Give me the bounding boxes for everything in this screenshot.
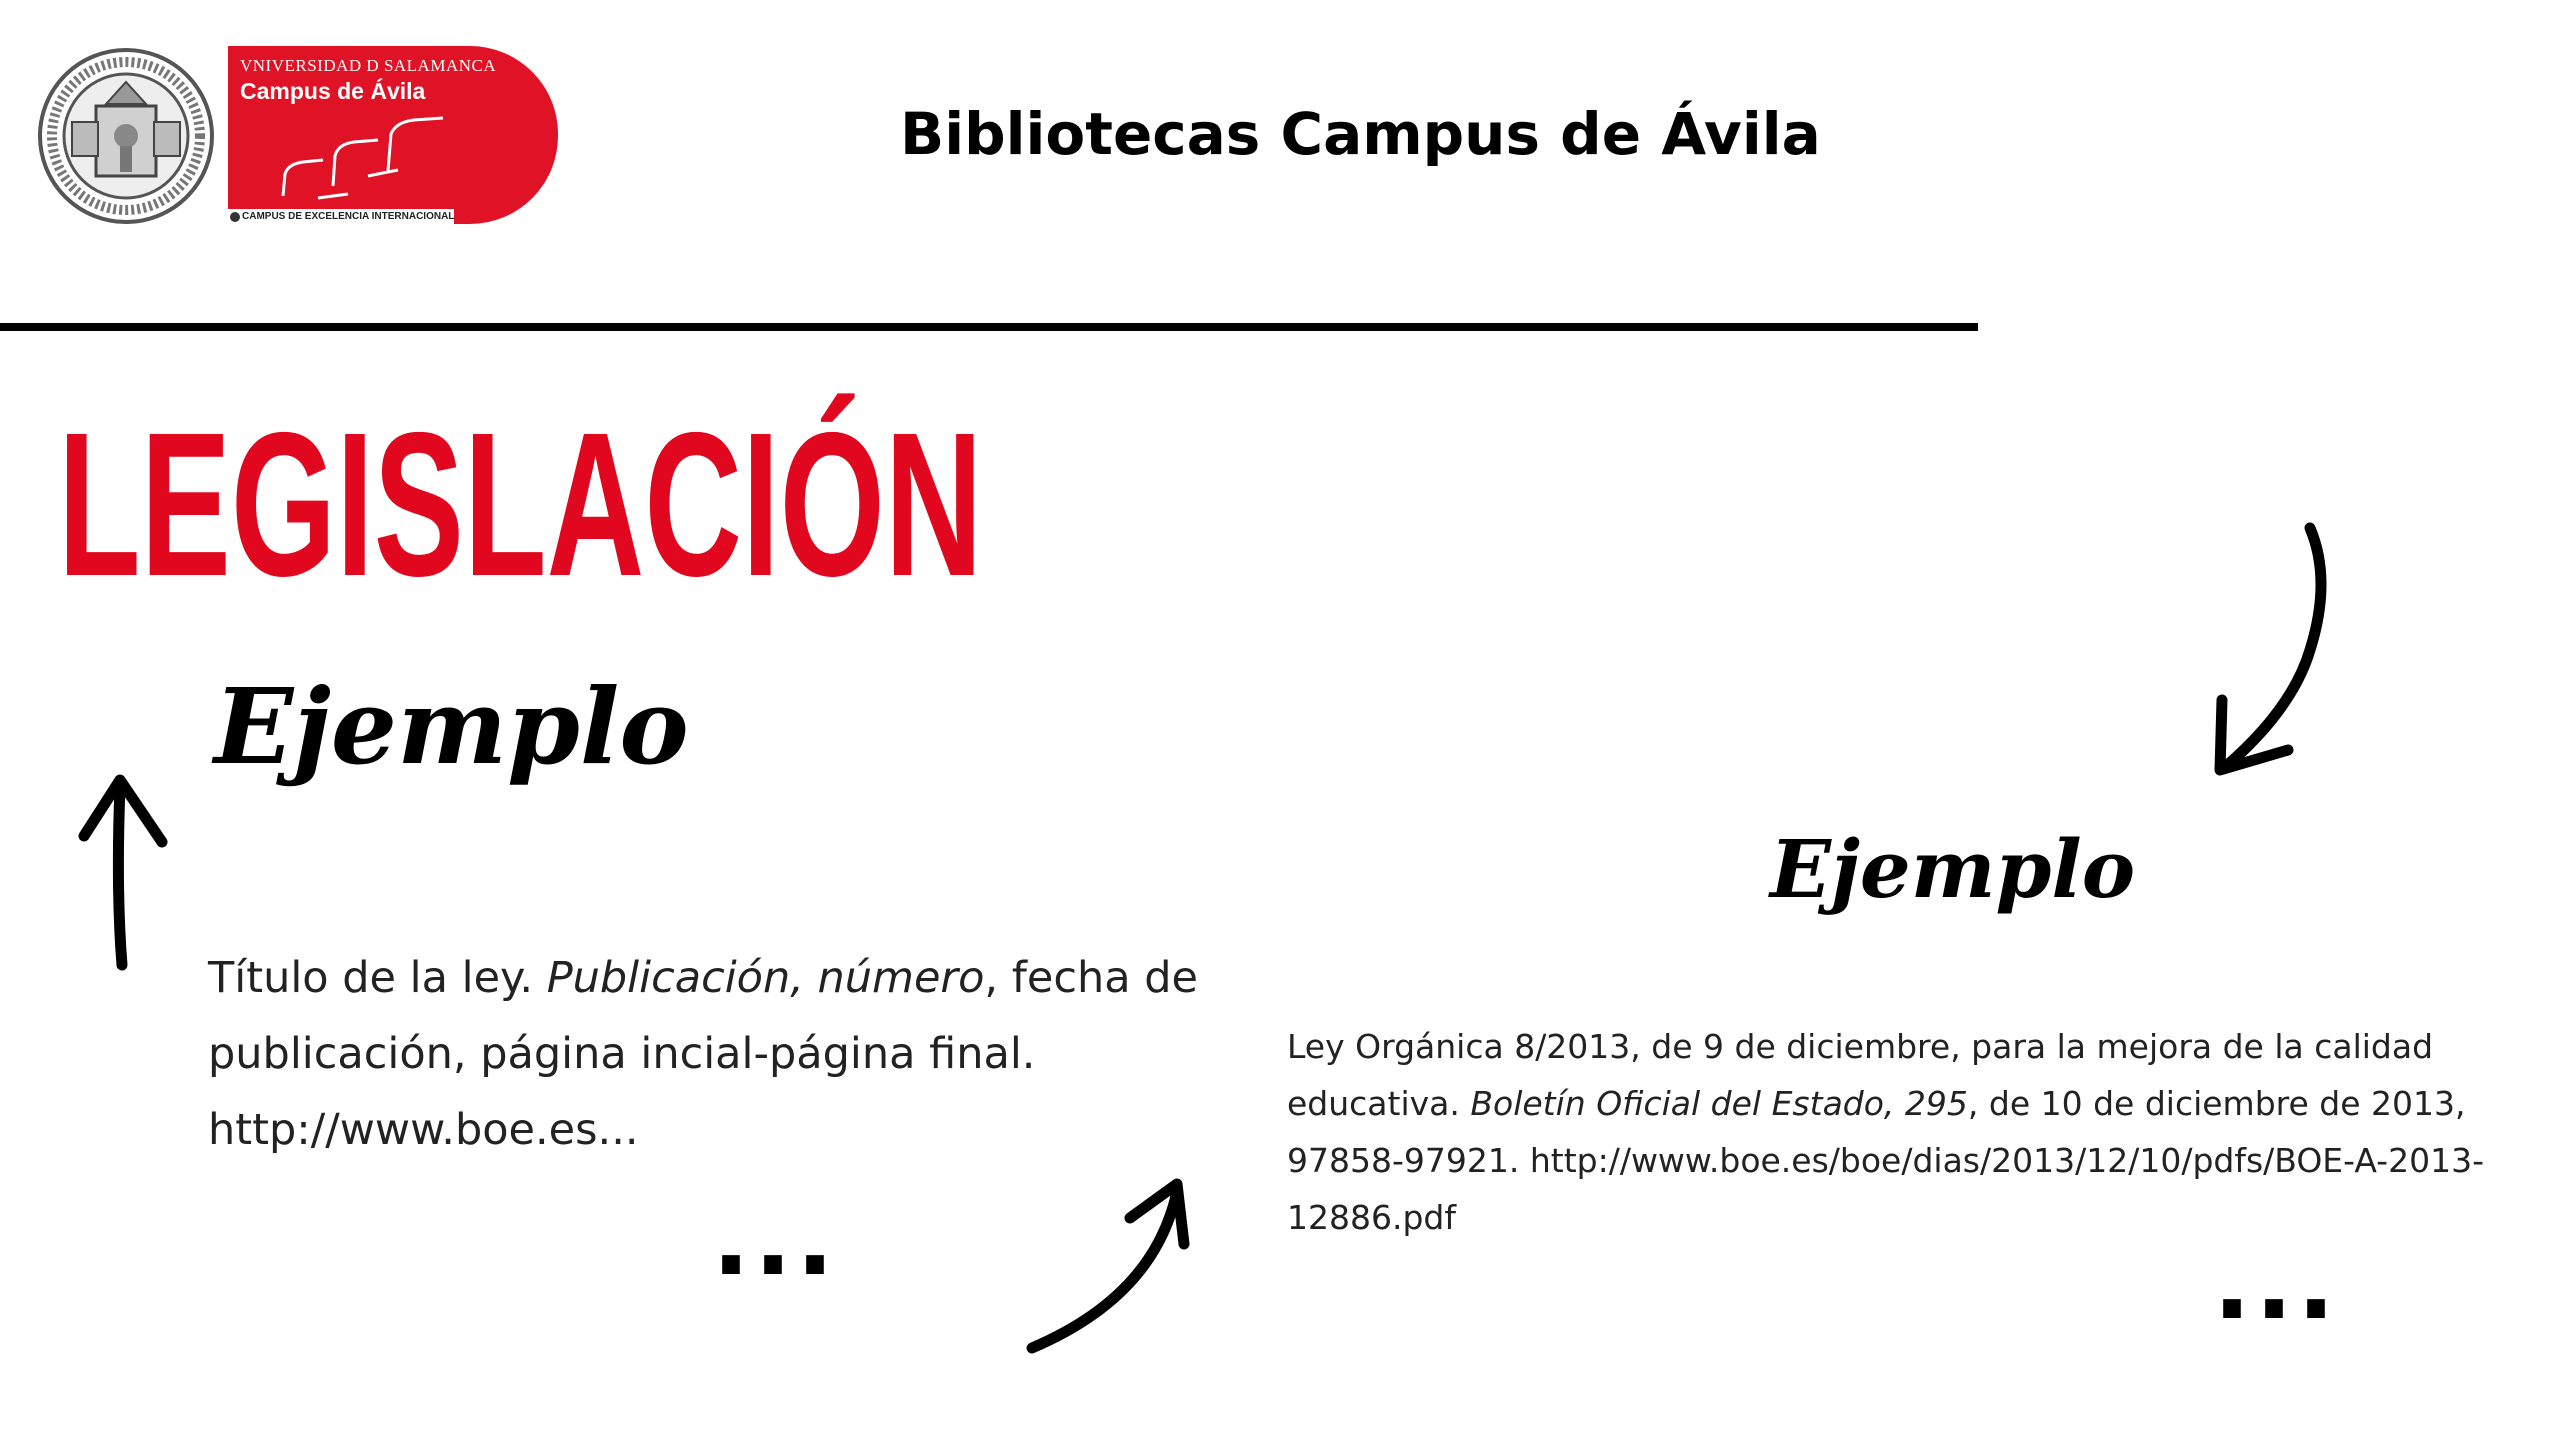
template-part2: Publicación, número: [546, 953, 985, 1003]
arrow-curve-up-icon: [1020, 1170, 1200, 1370]
section-heading: LEGISLACIÓN: [58, 390, 983, 619]
page-title: Bibliotecas Campus de Ávila: [900, 100, 1821, 168]
template-label: Ejemplo: [214, 665, 689, 788]
university-seal-icon: [36, 46, 216, 226]
logo-tagline: CAMPUS DE EXCELENCIA INTERNACIONAL: [228, 209, 454, 225]
example-citation: [1287, 1018, 2549, 1246]
template-citation: [208, 940, 1238, 1168]
divider: [0, 323, 1978, 331]
example-part1: Ley Orgánica 8/2013, de 9 de diciembre, para la mejora de la calidad educativa.: [1287, 1027, 2434, 1123]
arrow-down-icon: [2200, 520, 2340, 780]
logo-campus-name: Campus de Ávila: [240, 78, 426, 104]
ellipsis-left: ...: [712, 1181, 838, 1298]
template-part3: , fecha de publicación, página incial-página final. http://www.boe.es...: [208, 953, 1198, 1155]
campus-logo: [228, 46, 558, 224]
example-part3: , de 10 de diciembre de 2013, 97858-97921. http://www.boe.es/boe/dias/2013/12/10/pdfs/BOE-A-2013-12886.pdf: [1287, 1084, 2484, 1237]
logo-university-name: VNIVERSIDAD D SALAMANCA: [240, 56, 497, 75]
example-label: Ejemplo: [1770, 822, 2136, 916]
template-part1: Título de la ley.: [208, 953, 547, 1003]
ellipsis-right: ...: [2213, 1225, 2339, 1342]
example-part2: Boletín Oficial del Estado, 295: [1470, 1084, 1968, 1123]
arrow-up-icon: [70, 770, 170, 970]
